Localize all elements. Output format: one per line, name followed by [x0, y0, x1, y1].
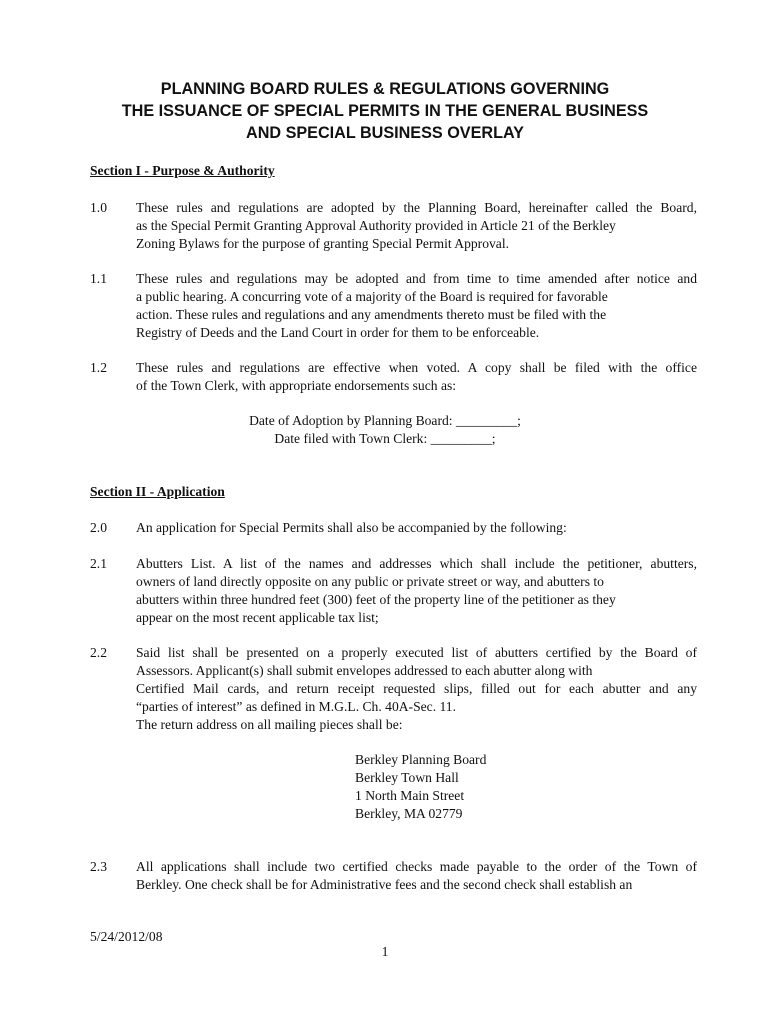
paragraph-1-0 [90, 199, 697, 253]
paragraph-line: Berkley. One check shall be for Administrative fees and the second check shall establish an [136, 877, 633, 892]
paragraph-2-1 [90, 555, 697, 627]
paragraph-number: 2.1 [90, 556, 107, 571]
paragraph-number: 2.3 [90, 859, 107, 874]
paragraph-line: These rules and regulations may be adopted and from time to time amended after notice and [136, 271, 697, 286]
paragraph-2-3 [90, 858, 697, 894]
document-title [60, 78, 710, 144]
endorsements-block [60, 412, 710, 448]
endorsement-line: Date filed with Town Clerk: _________; [274, 431, 496, 446]
paragraph-number: 1.2 [90, 360, 107, 375]
paragraph-1-1 [90, 270, 697, 342]
address-line: Berkley, MA 02779 [355, 806, 463, 821]
paragraph-1-2 [90, 359, 697, 395]
title-line-3: AND SPECIAL BUSINESS OVERLAY [246, 124, 524, 142]
paragraph-line: owners of land directly opposite on any public or private street or way, and abutters to [136, 574, 604, 589]
paragraph-line: Abutters List. A list of the names and addresses which shall include the petitioner, abutters, [136, 556, 697, 571]
address-line: Berkley Town Hall [355, 770, 459, 785]
footer-date: 5/24/2012/08 [90, 929, 163, 944]
paragraph-number: 2.2 [90, 645, 107, 660]
paragraph-line: Certified Mail cards, and return receipt requested slips, filled out for each abutter and any [136, 681, 697, 696]
title-line-2: THE ISSUANCE OF SPECIAL PERMITS IN THE GENERAL BUSINESS [121, 102, 649, 120]
paragraph-line: of the Town Clerk, with appropriate endorsements such as: [136, 378, 457, 393]
paragraph-line: “parties of interest” as defined in M.G.L. Ch. 40A-Sec. 11. [136, 699, 456, 714]
address-line: Berkley Planning Board [355, 752, 487, 767]
paragraph-line: Assessors. Applicant(s) shall submit envelopes addressed to each abutter along with [136, 663, 593, 678]
paragraph-line: appear on the most recent applicable tax list; [136, 610, 379, 625]
paragraph-line: action. These rules and regulations and any amendments thereto must be filed with the [136, 307, 607, 322]
paragraph-number: 1.0 [90, 200, 107, 215]
paragraph-line: Registry of Deeds and the Land Court in order for them to be enforceable. [136, 325, 540, 340]
paragraph-line: abutters within three hundred feet (300) feet of the property line of the petitioner as they [136, 592, 616, 607]
return-address-block [355, 751, 486, 823]
title-line-1: PLANNING BOARD RULES & REGULATIONS GOVERNING [160, 80, 610, 98]
paragraph-line: All applications shall include two certified checks made payable to the order of the Town of [136, 859, 697, 874]
paragraph-line: Said list shall be presented on a properly executed list of abutters certified by the Board of [136, 645, 697, 660]
endorsement-line: Date of Adoption by Planning Board: _________; [249, 413, 521, 428]
paragraph-line: a public hearing. A concurring vote of a majority of the Board is required for favorable [136, 289, 608, 304]
paragraph-line: The return address on all mailing pieces shall be: [136, 717, 403, 732]
paragraph-2-2 [90, 644, 697, 734]
section-1-heading: Section I - Purpose & Authority [90, 163, 275, 178]
paragraph-2-0 [90, 519, 697, 537]
paragraph-line: These rules and regulations are adopted by the Planning Board, hereinafter called the Board, [136, 200, 697, 215]
section-2-heading: Section II - Application [90, 484, 225, 499]
paragraph-line: An application for Special Permits shall also be accompanied by the following: [136, 520, 567, 535]
address-line: 1 North Main Street [355, 788, 465, 803]
paragraph-line: Zoning Bylaws for the purpose of granting Special Permit Approval. [136, 236, 510, 251]
paragraph-number: 1.1 [90, 271, 107, 286]
paragraph-number: 2.0 [90, 520, 107, 535]
page-number: 1 [381, 944, 389, 959]
paragraph-line: These rules and regulations are effective when voted. A copy shall be filed with the office [136, 360, 697, 375]
paragraph-line: as the Special Permit Granting Approval Authority provided in Article 21 of the Berkley [136, 218, 616, 233]
